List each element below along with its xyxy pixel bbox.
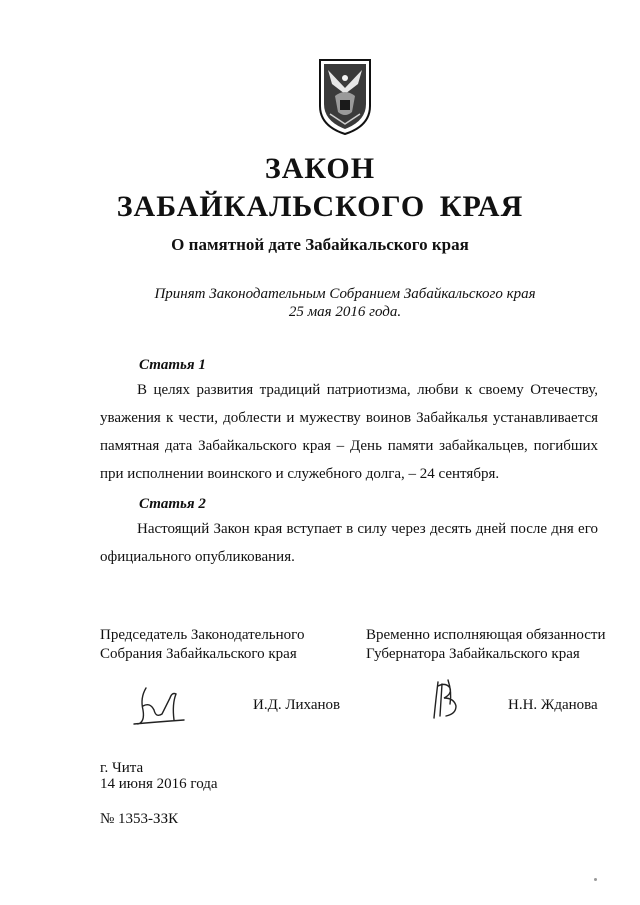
law-subtitle: О памятной дате Забайкальского края [171, 235, 469, 254]
article-1-line: при исполнении воинского и служебного долга, – 24 сентября. [100, 466, 500, 482]
article-2-line: официального опубликования. [100, 549, 295, 565]
law-title: ЗАКОН [264, 152, 376, 185]
governor-title-line: Губернатора Забайкальского края [366, 646, 580, 662]
scan-mark [594, 878, 597, 881]
chairman-title [100, 626, 304, 664]
law-number: № 1353-ЗЗК [100, 811, 179, 827]
law-region-title: ЗАБАЙКАЛЬСКОГО КРАЯ [116, 190, 524, 223]
article-1-line: В целях развития традиций патриотизма, любви к своему Отечеству, [137, 382, 598, 398]
governor-signature [428, 678, 464, 722]
chairman-title-line: Собрания Забайкальского края [100, 646, 297, 662]
signing-date: 14 июня 2016 года [100, 776, 218, 792]
article-1-line: памятная дата Забайкальского края – День памяти забайкальцев, погибших [100, 438, 598, 454]
chairman-title-line: Председатель Законодательного [100, 627, 305, 643]
adoption-note: Принят Законодательным Собранием Забайкальского края [154, 286, 536, 302]
article-2-text [100, 515, 598, 571]
governor-title [366, 626, 606, 664]
governor-name: Н.Н. Жданова [508, 697, 598, 713]
chairman-name: И.Д. Лиханов [253, 697, 341, 713]
signing-place: г. Чита [100, 760, 144, 776]
article-2-line: Настоящий Закон края вступает в силу через десять дней после дня его [137, 521, 598, 537]
chairman-signature [126, 684, 192, 728]
coat-of-arms-emblem [318, 58, 372, 136]
governor-title-line: Временно исполняющая обязанности [366, 627, 606, 643]
adoption-date: 25 мая 2016 года. [288, 304, 402, 320]
article-2-heading: Статья 2 [139, 496, 206, 512]
article-1-text [100, 376, 598, 488]
article-1-heading: Статья 1 [139, 357, 206, 373]
article-1-line: уважения к чести, доблести и мужеству воинов Забайкалья устанавливается [100, 410, 598, 426]
